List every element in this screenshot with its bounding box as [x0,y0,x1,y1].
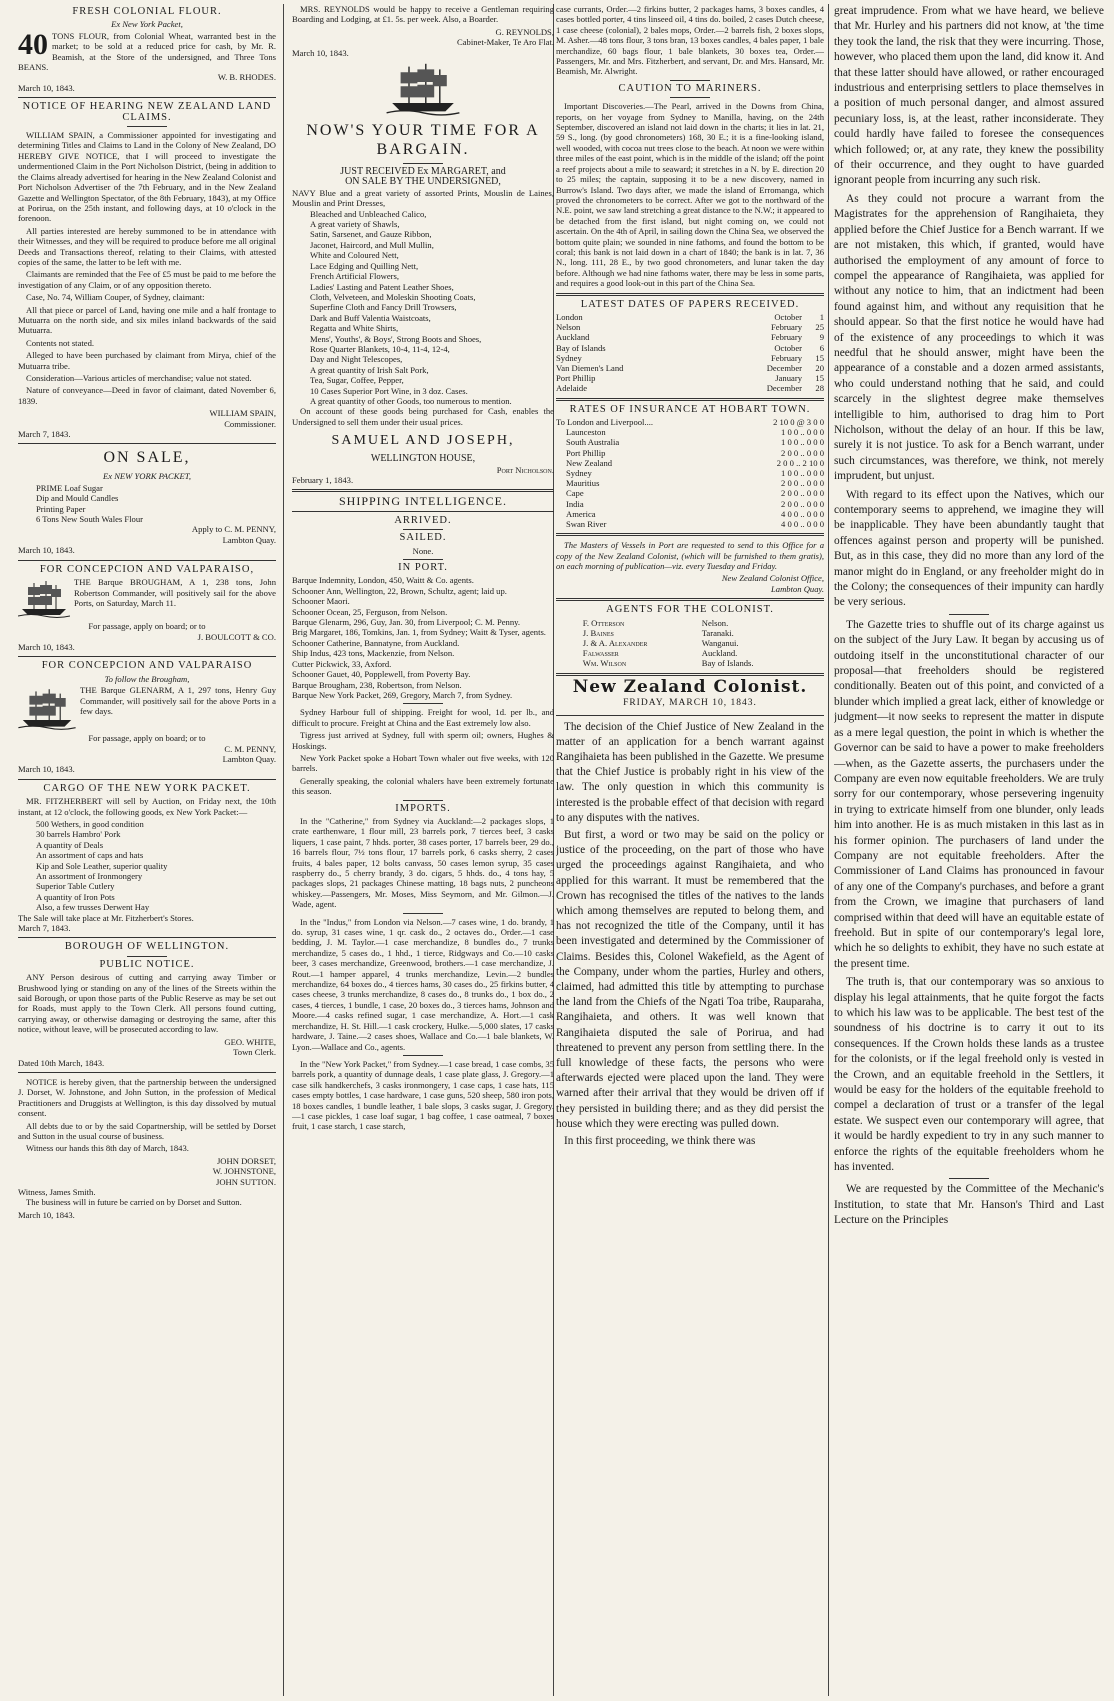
issue-date: FRIDAY, MARCH 10, 1843. [623,698,757,709]
column-2 [292,4,554,1696]
agent-name: F. Otterson [582,617,625,628]
insurance-rate: 2 0 0 .. 0 0 0 [781,488,824,499]
concepcion-apply: For passage, apply on board; or to [88,621,206,632]
public-notice-signature-title: Town Clerk. [233,1047,276,1058]
bargain-item: Regatta and White Shirts, [310,323,399,334]
flour-signature: W. B. RHODES. [217,72,276,83]
divider [556,533,824,536]
agents-table [583,618,797,669]
dates-place: Nelson [556,322,581,333]
column-rule [828,4,829,1696]
imports-entry: In the "New York Packet," from Sydney.—1 case bread, 1 case combs, 35 barrels pork, a quantity of dunnage deals, 1 case plate glass, J. Gregory.—1 case silk handkerchefs, 3 casks ironmongery, 1 case caps, 1 case hats, 115 cases empty bottles, 1 case hardware, 1 case guns, 520 sheep, 580 iron pots, 18 boxes candles, 1 bundle leather, 1 bale slops, 3 casks sugar, J. Gregory.—1 case pickles, 1 case loaf sugar, 1 bag coffee, 1 case oatmeal, 7 boxes fruit, 1 case starch, 1 case starch, [292,1058,554,1132]
in-port-item: Barque Glenarm, 296, Guy, Jan. 30, from Liverpool; C. M. Penny. [292,617,521,628]
claims-case: Case, No. 74, William Couper, of Sydney, claimant: [26,292,205,303]
bargain-item: Bleached and Unbleached Calico, [310,208,427,219]
bargain-item: Tea, Sugar, Coffee, Pepper, [310,375,404,386]
bargain-item: Day and Night Telescopes, [310,354,403,365]
insurance-rate: 2 0 0 .. 2 10 0 [776,457,824,468]
in-port-heading: IN PORT. [398,562,448,574]
table-row [556,332,824,342]
claims-paragraph: Consideration—Various articles of merchandise; value not stated. [26,373,252,383]
reynolds-signature: G. REYNOLDS, [495,26,554,37]
divider [18,937,276,938]
sale-apply: Apply to C. M. PENNY, [191,524,276,535]
sale-item: Dip and Mould Candles [36,493,119,504]
editorial-paragraph: With regard to its effect upon the Natives, which our contemporary seems to apprehend, we imagine they will be inapplicable. They have been abundantly taught that offences against person and property will be punished. But, as in this case, they did no more than any lord of the manor might do in England, or any freeholder might do in the Colony; the consequences of their impunity can hardly be very serious. [834,488,1104,609]
divider [18,779,276,780]
ship-icon [378,61,468,117]
dates-place: Auckland [556,332,590,343]
dates-month: January [775,373,802,384]
reynolds-signature-title: Cabinet-Maker, Te Aro Flat. [457,37,554,48]
table-row [556,468,824,478]
table-row [556,427,824,437]
partnership-body: NOTICE is hereby given, that the partnership between the undersigned J. Dorset, W. Johnstone, and John Sutton, in the profession of Medical Practitioners and Druggists at Wellington, is this day dissolved by mutual consent. [18,1076,276,1119]
bargain-item: A great quantity of other Goods, too numerous to mention. [310,395,512,406]
insurance-place: South Australia [566,437,620,448]
partnership-witness: Witness, James Smith. [18,1186,96,1197]
in-port-item: Barque Brougham, 238, Robertson, from Nelson. [292,679,462,690]
cargo-item: Kip and Sole Leather, superior quality [36,860,168,871]
concepcion2-place: Lambton Quay. [222,753,276,764]
concepcion-body: THE Barque BROUGHAM, A 1, 238 tons, John Robertson Commander, will positively sail for the above Ports, on Saturday, March 11. [74,577,276,608]
divider [556,715,824,716]
agent-place: Taranaki. [701,627,734,638]
masters-signature-place: Lambton Quay. [771,583,824,594]
claims-signature: WILLIAM SPAIN, [209,408,276,419]
claims-paragraph: Contents not stated. [26,337,95,348]
table-row [583,648,797,658]
arrived-heading: ARRIVED. [394,514,452,526]
table-row [556,488,824,498]
claims-paragraph: WILLIAM SPAIN, a Commissioner appointed for investigating and determining Titles and Claims to Land in the Colony of New Zealand, DO HEREBY GIVE NOTICE, that I will proceed to investigate the undermentioned Claim in the Port Nicholson District, (being in addition to the Claims already advertised for hearing in the New Zealand Colonist and Port Nicholson Advertiser of the 7th February, and in the New Zealand Gazette and Wellington Spectator, of the 8th February, 1843), at my Office at Porirua, on the 25th instant, and following days, at 10 o'clock in the forenoon. [18,130,276,224]
insurance-place: Launceston [566,427,606,438]
dates-day: 1 [819,311,824,322]
cargo-body: MR. FITZHERBERT will sell by Auction, on Friday next, the 10th instant, at 12 o'clock, the following goods, ex New York Packet:— [18,796,276,817]
divider [556,398,824,401]
editorial-paragraph: The decision of the Chief Justice of New Zealand in the matter of an application for a bench warrant against Rangihaieta has been published in the Gazette. We presume that the Chief Justice is probably right in his view of the law. The only question in which this community is interested is the probable effect of that decision with regard to any disputes with the natives. [556,720,824,824]
dates-table [556,312,824,394]
bargain-item: Cloth, Velveteen, and Moleskin Shooting Coats, [310,291,476,302]
in-port-item: Schooner Maori. [292,596,350,607]
divider [949,614,989,615]
cargo-item: A quantity of Iron Pots [36,891,115,902]
bargain-note: On account of these goods being purchased for Cash, enables the Undersigned to sell them under their usual prices. [292,406,554,427]
dates-place: London [556,311,583,322]
divider [292,489,554,492]
flour-body: TONS FLOUR, from Colonial Wheat, warranted best in the market; to be sold at a reduced price for cash, by Mr. R. Beamish, at the Store of the undersigned, and Three Tons BEANS. [18,30,276,73]
table-row [556,509,824,519]
insurance-place: Port Phillip [566,447,606,458]
table-row [556,478,824,488]
bargain-item: Jaconet, Haircord, and Mull Mullin, [310,239,434,250]
column-rule [283,4,284,1696]
concepcion2-subheading: To follow the Brougham, [104,673,190,684]
bargain-subheading: JUST RECEIVED Ex MARGARET, and [340,166,506,178]
in-port-item: Barque New York Packet, 269, Gregory, March 7, from Sydney. [292,689,513,700]
dates-place: Port Phillip [556,373,596,384]
divider [18,97,276,98]
bargain-item: Ladies' Lasting and Patent Leather Shoes, [310,281,454,292]
insurance-table [556,417,824,529]
bargain-heading: NOW'S YOUR TIME FOR A BARGAIN. [306,122,540,159]
editorial-paragraph: great imprudence. From what we have heard, we believe that Mr. Hurley and his partners did not know, at 'the time they took the land, the risk that they were incurring. Those, however, who placed them upon the land, did know it. And that these latter should have allowed, or rather encouraged industrious and enterprising settlers to place themselves in a position of much personal danger, and almost assured pecuniary loss, is, at the least, rather inconsiderate. They could hardly have failed to foresee the consequences which followed; or, at any rate, they knew the possibility of their occurrence, and they ought to have guarded ignorant people from incurring any such risk. [834,5,1104,187]
flour-heading: FRESH COLONIAL FLOUR. [72,6,222,17]
bargain-item: 10 Cases Superior Port Wine, in 3 doz. Cases. [310,385,468,396]
dates-month: October [774,311,802,322]
divider [403,703,443,704]
dates-day: 15 [815,373,824,384]
sale-heading: ON SALE, [103,449,191,467]
table-row [556,448,824,458]
table-row [556,373,824,383]
insurance-place: Cape [566,488,584,499]
divider [403,559,443,560]
bargain-item: A great quantity of Irish Salt Pork, [310,364,429,375]
sailed-none: None. [412,545,434,556]
partnership-body: All debts due to or by the said Copartnership, will be settled by Dorset and Sutton in the usual course of business. [18,1120,276,1141]
flour-quantity: 40 [18,30,48,61]
shipping-news: New York Packet spoke a Hobart Town whaler out five weeks, with 120 barrels. [292,752,554,774]
caution-heading: CAUTION TO MARINERS. [618,82,762,94]
table-row [556,343,824,353]
insurance-rate: 2 10 0 @ 3 0 0 [773,417,824,427]
agents-heading: AGENTS FOR THE COLONIST. [606,604,774,616]
table-row [556,312,824,322]
table-row [556,499,824,509]
divider [670,80,710,81]
claims-paragraph: Nature of conveyance—Deed in favor of claimant, dated November 6, 1839. [18,385,276,406]
agent-name: Wm. Wilson [582,658,627,669]
imports-entry: In the "Catherine," from Sydney via Auckland:—2 packages slops, 1 crate earthenware, 1 flour mill, 23 barrels pork, 7 tierces beef, 3 casks liquers, 1 case paint, 7 hhds. porter, 38 cases porter, 17 barrels beer, 29 do., 16 barrels flour, 7½ tons flour, 17 barrels pork, 6 casks sherry, 2 cases fruits, 4 bales paper, 12 bolts canvass, 50 cases lemon syrup, 35 cases raspberry do., 5 cherry brandy, 3 do. cigars, 5 hhds. do., 4 tons hay, 5 packages slops, 21 packages Chinese matting, 18 bags nuts, 2 puncheons whiskey.—Passengers, Mr. Moses, Miss Seymorn, and Mr. Gilmon.—J. Wade, agent. [292,815,554,910]
dates-month: December [766,362,802,373]
divider [18,1072,276,1073]
sale-subheading: Ex NEW YORK PACKET, [102,471,191,482]
claims-date: March 7, 1843. [18,429,71,440]
concepcion2-apply: For passage, apply on board; or to [88,733,206,744]
dates-day: 9 [819,332,824,343]
concepcion2-date: March 10, 1843. [18,764,75,775]
column-4 [834,4,1104,1696]
public-notice-heading: PUBLIC NOTICE. [99,958,195,970]
in-port-item: Cutter Pickwick, 33, Axford. [292,658,392,669]
divider [292,511,554,512]
insurance-rate: 1 0 0 .. 0 0 0 [781,468,824,479]
editorial-paragraph: We are requested by the Committee of the Mechanic's Institution, to state that Mr. Hanson's Third and Last Lecture on the Principles [834,1183,1104,1227]
sale-date: March 10, 1843. [18,545,75,556]
partnership-signature: JOHN SUTTON. [215,1176,276,1187]
reynolds-body: MRS. REYNOLDS would be happy to receive a Gentleman requiring Boarding and Lodging, at £1. 5s. per week. Also, a Boarder. [292,4,554,25]
insurance-rate: 4 0 0 .. 0 0 0 [781,508,824,519]
reynolds-date: March 10, 1843. [292,47,349,58]
divider [18,443,276,444]
dates-month: October [774,342,802,353]
bargain-item: Rose Quarter Blankets, 10-4, 11-4, 12-4, [310,343,450,354]
samuel-joseph-subheading: WELLINGTON HOUSE, [370,453,476,465]
in-port-item: Schooner Ocean, 25, Ferguson, from Nelson. [292,606,448,617]
dates-month: February [770,332,802,343]
bargain-item: Satin, Sarsenet, and Gauze Ribbon, [310,229,432,240]
table-row [556,353,824,363]
concepcion-heading: FOR CONCEPCION AND VALPARAISO, [39,563,255,575]
public-notice-body: ANY Person desirous of cutting and carrying away Timber or Brushwood lying or standing on any of the lines of the Streets within the said Borough, or upon those parts of the Public Reserve as may be set out for Roads, must apply to the Town Clerk. All persons found cutting, carrying away, or otherwise damaging or destroying the same, after this notice, without leave, will be prosecuted according to law. [18,972,276,1035]
divider [127,126,167,127]
dates-heading: LATEST DATES OF PAPERS RECEIVED. [580,298,800,310]
insurance-rate: 1 0 0 .. 0 0 0 [781,437,824,448]
divider [403,1055,443,1056]
shipping-news: Sydney Harbour full of shipping. Freight for wool, 1d. per lb., and difficult to procure. Freight at China and the East extremely low also. [292,707,554,728]
samuel-joseph-heading: SAMUEL AND JOSEPH, [331,433,515,449]
editorial-paragraph: In this first proceeding, we think there was [564,1134,756,1147]
divider [127,956,167,957]
cargo-date: March 7, 1843. [18,923,71,934]
bargain-item: Dark and Buff Valentia Waistcoats, [310,312,431,323]
divider [403,163,443,164]
concepcion-signature: J. BOULCOTT & CO. [197,631,276,642]
cargo-item: Superior Table Cutlery [36,881,115,892]
agent-name: Falwasser [582,648,619,659]
insurance-rate: 2 0 0 .. 0 0 0 [781,478,824,489]
in-port-item: Schooner Ann, Wellington, 22, Brown, Schultz, agent; laid up. [292,585,507,596]
editorial-paragraph: But first, a word or two may be said on the policy or justice of the proceeding, on the part of those who have urged the proceedings against Rangihaieta, and who applied for this warrant. It must be remembered that the Crown has recognised the titles of the natives to the lands which among themselves are reputed to belong them, and has not recognized the title of the Company, until it has been investigated and determined by the Commissioner of Claims. Besides this, Colonel Wakefield, as the Agent of the Company, under whom the parties, Hurley and others, claimed, had admitted this title by attempting to purchase the land from the Chiefs of the Ngati Toa tribe, Rauparaha, Rangihaieta, and others. It was well known that Rangihaieta disputed the sale of Porirua, and had threatened to prevent any person from settling there. In the full knowledge of these facts, the persons who were afterwards ejected were placed upon the land. They were warned after their arrival that they would be driven off if they persisted in building there; and as they did persist the house which they were erecting was pulled down. [556,828,824,1130]
cargo-item: A quantity of Deals [36,839,104,850]
bargain-subheading: ON SALE BY THE UNDERSIGNED, [345,176,501,188]
column-3 [556,4,824,1696]
editorial-paragraph: The truth is, that our contemporary was so anxious to display his legal attainments, that he quite forgot the facts to which his law was to be applicable. The best test of the soundness of his doctrine is to carry it out to its consequences. If the Crown holds these lands as a trustee for the colonists, or if the legal freehold only is vested in the Crown, and an equitable freehold in the Settlers, it would be easy for the holders of the equitable freehold to compel a declaration of trust or a transfer of the legal estate. We suspect even our contemporary will agree, that it would be hardly expedient to try in any such manner to enforce the rights of the equitable freeholders whom he has invented. [834,976,1104,1174]
samuel-joseph-date: February 1, 1843. [292,475,354,485]
table-row [556,519,824,529]
editorial-paragraph: The Gazette tries to shuffle out of its charge against us on the subject of the Jury Law. It began by accusing us of outdoing itself in the unconstitutional character of our proposal—that freeholders should be registered conditionally. Beaten out of this point, and convicted of a blunder which implied a great lack, either of knowledge or judgment—it now seeks to represent the matter in dispute as a mere legal question, the point in which is whether the Governor can be said to have a power to make freeholders—when, as the Gazette asserts, the purchasers under the Company are even now equitable freeholders. We are truly sorry for our contemporary, whose persevering ingenuity in trying to extricate himself from one blunder, only leads him into another. He is as much mistaken in this last as in his former opinion. The purchasers of land under the Company are not equitable freeholders. After the Commissioner of Land Claims has pronounced in favour of any one of the Company's purchases, and before a grant from the Crown, we imagine that purchasers of land comprised within that deed will have an equitable estate of freehold. But in spite of our contemporary's legal lore, which he so delights to exhibit, they have no such estate at the present time. [834,618,1104,970]
imports-entry: In the "Indus," from London via Nelson.—7 cases wine, 1 do. brandy, 1 do. syrup, 31 cases wine, 1 qr. cask do., 2 octaves do., Order.—1 case bedding, J. M. Taylor.—1 case merchandize, 8 bundles do., 7 trunks merchandize, 5 cases do., 1 hhd., 1 tierce, Ridgways and Co.—10 casks beer, 3 cases merchandize, Greenwood, brothers.—1 case merchandize, J. Rout.—1 hamper apparel, 4 trunks merchandize, Levin.—2 bundles merchandize, 64 boxes do., 4 tierces hams, 30 cases do., 25 firkins butter, 4 cases cheese, 3 trunks merchandize, 8 cases do., 8 trunks do., 1 box do., 2 cases, 4 tierces, 1 bundle, 1 case, 20 boxes do., 3 tierces hams, Johnson and Moore.—4 casks refined sugar, 1 case merchandize, A. Hort.—1 cask merchandize, H. St. Hill.—1 cask crockery, Hulke.—5,000 slates, 17 casks hardware, J. Taine.—2 cases shoes, Wallace and Co.—1 bale blankets, W. Lyon.—Wallace and Co., agents. [292,916,554,1052]
insurance-place: To London and Liverpool.... [556,417,654,427]
cargo-item: An assortment of Ironmongery [36,871,143,881]
bargain-item: French Artificial Flowers, [310,271,400,282]
bargain-item: Lace Edging and Quilling Nett, [310,260,419,271]
divider [556,673,824,676]
table-row [556,458,824,468]
insurance-place: India [566,498,584,509]
ship-icon [18,687,76,731]
insurance-rate: 1 0 0 .. 0 0 0 [781,427,824,438]
table-row [583,658,797,668]
agent-name: J. Baines [582,627,614,638]
shipping-news: Tigress just arrived at Sydney, full with sperm oil; owners, Hughes & Hoskings. [292,730,554,751]
caution-body: Important Discoveries.—The Pearl, arrived in the Downs from China, reports, on her voyage from Sydney to Manilla, having, on the 24th September, discovered an island not laid down in the charts; it lies in lat. 21, 59 S., long. (by good chronometers) 168, 30 E.; it is a fine-looking island, well wooded, with cocoa nut trees close to the beach. At noon we were within three miles of the east point, which is in the middle of the island; off the point a reef projects about a mile to seaward; it stretches in a N. by E. direction 20 to 25 miles; the captain, supposing it to be a new discovery, named in Burrow's Island. Two days after, we made the island of Erromanga, which proved the chronometers to be correct. After we got to the northward of the N.E. point, we saw land stretching a great distance to the N.W.; it appeared to be detached from the first island, but night coming on, we could not ascertain. On the 4th of April, in sailing down the China Sea, we observed the bottom quite plain; we sounded in nine fathoms, and found the bottom to be coral; this bank is not laid down in a chart of 1840; the bank is in lat. 7, 36 N., long. 111, 28 E., by two good chronometers, and lunar taken the day before. Although we had nine fathoms water, there may be less in some parts, and requires a good look-out in this part of the China Sea. [556,101,824,289]
divider [556,598,824,601]
table-row [583,638,797,648]
insurance-place: America [566,508,596,519]
partnership-signature: JOHN DORSET, [216,1155,276,1166]
dates-day: 28 [815,383,824,394]
table-row [583,618,797,628]
imports-heading: IMPORTS. [395,802,451,814]
insurance-place: Mauritius [566,478,600,489]
bargain-item: A great variety of Shawls, [310,219,400,230]
insurance-place: New Zealand [566,457,613,468]
divider [670,97,710,98]
partnership-date: March 10, 1843. [18,1209,75,1220]
concepcion2-heading: FOR CONCEPCION AND VALPARAISO [41,660,253,672]
dates-place: Bay of Islands [556,342,606,353]
samuel-joseph-place: Port Nicholson. [496,464,554,475]
claims-signature-title: Commissioner. [224,418,276,429]
table-row [556,383,824,393]
ship-icon [18,579,70,619]
in-port-item: Ship Indus, 423 tons, Mackenzie, from Nelson. [292,648,455,659]
insurance-place: Swan River [566,519,607,530]
dates-month: February [770,322,802,333]
cargo-item: Also, a few trusses Derwent Hay [36,902,150,913]
agent-place: Nelson. [701,617,729,628]
agent-place: Auckland. [701,648,738,659]
divider [18,656,276,657]
dates-month: December [766,383,802,394]
bargain-item: Superfine Cloth and Fancy Drill Trowsers, [310,302,457,313]
in-port-item: Brig Margaret, 186, Tomkins, Jan. 1, from Sydney; Waitt & Tyser, agents. [292,627,546,638]
bargain-item: NAVY Blue and a great variety of assorted Prints, Mouslin de Laines, Mouslin and Print Dresses, [292,187,554,209]
partnership-footer: The business will in future be carried on by Dorset and Sutton. [26,1197,242,1208]
sale-item: PRIME Loaf Sugar [36,482,103,493]
dates-month: February [770,352,802,363]
bargain-item: White and Coloured Nett, [310,250,399,261]
concepcion2-signature: C. M. PENNY, [224,743,276,754]
shipping-news: Generally speaking, the colonial whalers have been extremely fortunate this season. [292,775,554,797]
public-notice-date: Dated 10th March, 1843. [18,1057,105,1068]
divider [403,913,443,914]
claims-heading: NOTICE OF HEARING NEW ZEALAND LAND CLAIMS. [22,101,272,123]
dates-place: Adelaide [556,383,588,394]
divider [556,293,824,296]
insurance-rate: 2 0 0 .. 0 0 0 [781,447,824,458]
shipping-heading: SHIPPING INTELLIGENCE. [339,494,507,509]
table-row [556,437,824,447]
divider [18,560,276,561]
masthead-title: New Zealand Colonist. [572,676,808,697]
table-row [556,363,824,373]
divider [403,800,443,801]
sailed-heading: SAILED. [399,532,447,544]
partnership-signature: W. JOHNSTONE, [212,1166,276,1177]
sale-item: 6 Tons New South Wales Flour [36,514,144,525]
dates-day: 15 [815,352,824,363]
cargo-item: 500 Wethers, in good condition [36,818,144,829]
dates-day: 6 [819,342,824,353]
table-row [583,628,797,638]
masters-signature: New Zealand Colonist Office, [721,573,824,584]
agent-name: J. & A. Alexander [582,638,648,649]
cargo-footer: The Sale will take place at Mr. Fitzherbert's Stores. [18,912,194,923]
in-port-item: Schooner Gauet, 40, Popplewell, from Poverty Bay. [292,669,471,680]
claims-paragraph: Claimants are reminded that the Fee of £5 must be paid to me before the investigation of any Claim, or of any opposition thereto. [18,269,276,290]
sale-place: Lambton Quay. [222,534,276,545]
claims-paragraph: Alleged to have been purchased by claimant from Mirya, chief of the Mutuarra tribe. [18,350,276,371]
dates-place: Sydney [556,352,582,363]
dates-day: 20 [815,362,824,373]
cargo-heading: CARGO OF THE NEW YORK PACKET. [43,782,251,794]
table-row [556,322,824,332]
public-notice-signature: GEO. WHITE, [224,1036,276,1047]
column-1 [18,4,276,1696]
dates-place: Van Diemen's Land [556,362,624,373]
insurance-rate: 2 0 0 .. 0 0 0 [781,498,824,509]
divider [403,529,443,530]
bargain-item: Mens', Youths', & Boys', Strong Boots and Shoes, [310,333,482,344]
insurance-rate: 4 0 0 .. 0 0 0 [781,519,824,530]
claims-paragraph: All that piece or parcel of Land, having one mile and a half frontage to Mutuarra on the north side, and six miles inland backwards of the said Mutuarra. [18,304,276,336]
borough-heading: BOROUGH OF WELLINGTON. [64,941,230,953]
in-port-item: Barque Indemnity, London, 450, Waitt & Co. agents. [292,575,474,586]
cargo-item: 30 barrels Hambro' Pork [36,829,121,840]
flour-subheading: Ex New York Packet, [111,19,183,30]
claims-paragraph: All parties interested are hereby summoned to be in attendance with their Witnesses, and they will be required to produce before me all original Deeds and Transactions thereof, relating to their Claims, with attested copies of the same, the latter to be left with me. [18,225,276,267]
concepcion2-body: THE Barque GLENARM, A 1, 297 tons, Henry Guy Commander, will positively sail for the above Ports in a few days. [80,685,276,716]
in-port-item: Schooner Catherine, Bannatyne, from Auckland. [292,637,460,648]
imports-continued: case currants, Order.—2 firkins butter, 2 packages hams, 3 boxes candles, 4 cases bottled porter, 4 tins linseed oil, 4 tins do. boiled, 2 cases Dutch cheese, 1 case cheese (colonial), 2 bales mops, Order.—2 barrels fish, 2 boxes slops, M. Asher.—48 tons flour, 3 tons bran, 13 boxes candles, 4 bales paper, 1 bale merchandize, 60 bags flour, 1 bale blankets, 30 boxes tea, Order.—Passengers, Mr. and Mrs. Fitzherbert, and servant, Dr. and Mrs. Hansard, Mr. Beamish, Mr. Alwright. [556,4,824,77]
agent-place: Wanganui. [701,638,739,649]
editorial-paragraph: As they could not procure a warrant from the Magistrates for the apprehension of Rangihaieta, they applied before the Chief Justice for a Bench warrant. If we are not mistaken, this which, if granted, would have authorised the employment of any amount of force to compel the appearance of Rangihaieta, was applied for without any notice to him, that an indictment had been found against him, and without any requisition that he should appear. So that the first notice he would have had of the existence of any proceedings to which it was needful that he should answer, might have been the appearance of a constable and a dozen armed assistants, who could understand nothing that he said, and could scarcely in the slightest degree make themselves intelligible to him, authorised to drag him to Port Nicholson, without the delay of an hour. If this be law, surely it is not justice. To ask for a Bench warrant, under such circumstances, was therefore, we think, not merely imprudent, but unjust. [834,192,1104,483]
partnership-body: Witness our hands this 8th day of March, 1843. [26,1143,189,1154]
flour-date: March 10, 1843. [18,82,75,93]
masters-notice: The Masters of Vessels in Port are requested to send to this Office for a copy of the New Zealand Colonist, (which will be furnished to them gratis), on each morning of publication—viz. every Tuesday and Friday. [556,540,824,572]
divider [949,1178,989,1179]
agent-place: Bay of Islands. [701,658,754,669]
sale-item: Printing Paper [36,503,86,514]
cargo-item: An assortment of caps and hats [36,850,144,861]
table-row [556,417,824,427]
concepcion-date: March 10, 1843. [18,641,75,652]
insurance-place: Sydney [566,468,592,479]
insurance-heading: RATES OF INSURANCE AT HOBART TOWN. [569,403,811,415]
dates-day: 25 [815,322,824,333]
